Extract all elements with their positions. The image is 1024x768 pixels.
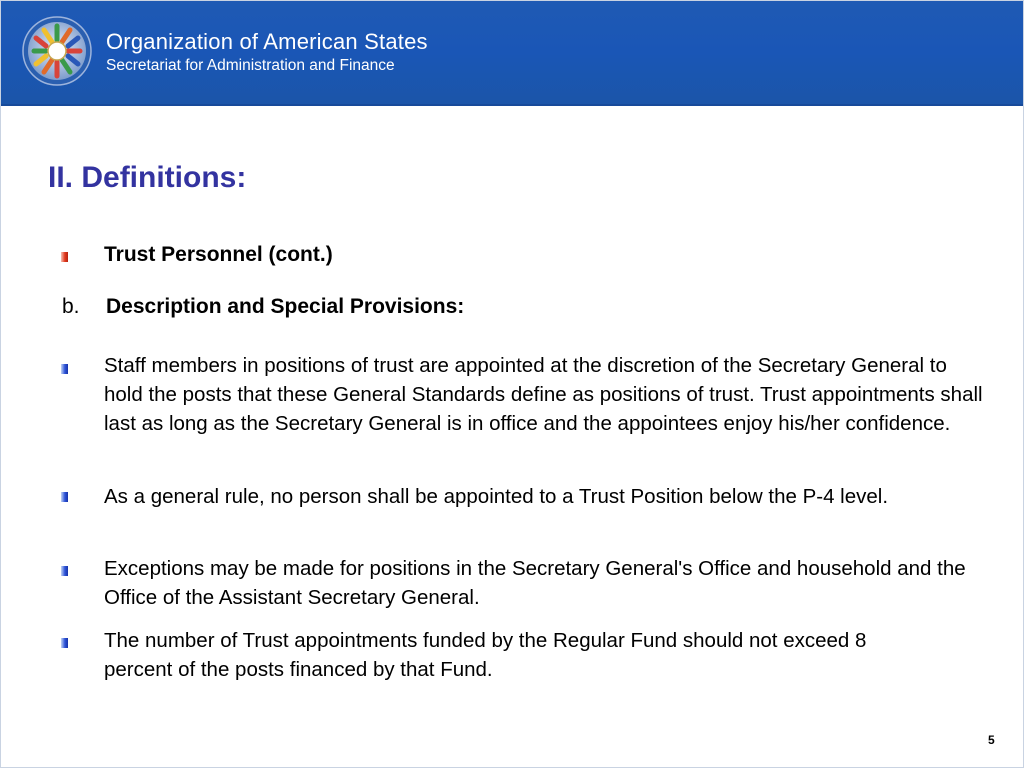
- slide-title: II. Definitions:: [48, 161, 247, 194]
- bullet-paragraph: The number of Trust appointments funded by the Regular Fund should not exceed 8 percent of the posts financed by that Fund.: [104, 629, 867, 681]
- blue-bullet-icon: [61, 566, 68, 576]
- blue-bullet-icon: [61, 638, 68, 648]
- bullet-paragraph: Exceptions may be made for positions in the Secretary General's Office and household and the Office of the Assistant Secretary General.: [104, 557, 966, 609]
- sub-heading: Description and Special Provisions:: [106, 295, 465, 318]
- section-heading: Trust Personnel (cont.): [104, 243, 333, 266]
- page-number: 5: [988, 733, 995, 747]
- bullet-paragraph: As a general rule, no person shall be appointed to a Trust Position below the P-4 level.: [104, 485, 889, 508]
- org-name: Organization of American States: [106, 29, 428, 54]
- header-bar: [0, 0, 1024, 106]
- red-bullet-icon: [61, 252, 68, 262]
- sub-heading-prefix: b.: [62, 295, 80, 318]
- bullet-paragraph: Staff members in positions of trust are appointed at the discretion of the Secretary General to hold the posts that these General Standards define as positions of trust. Trust appointments shall last as long as the Secretary General is in office and the appointees enjoy his/her confidence.: [104, 354, 983, 435]
- blue-bullet-icon: [61, 492, 68, 502]
- blue-bullet-icon: [61, 364, 68, 374]
- org-subtitle: Secretariat for Administration and Finance: [106, 57, 395, 74]
- oas-seal-logo: [22, 16, 92, 86]
